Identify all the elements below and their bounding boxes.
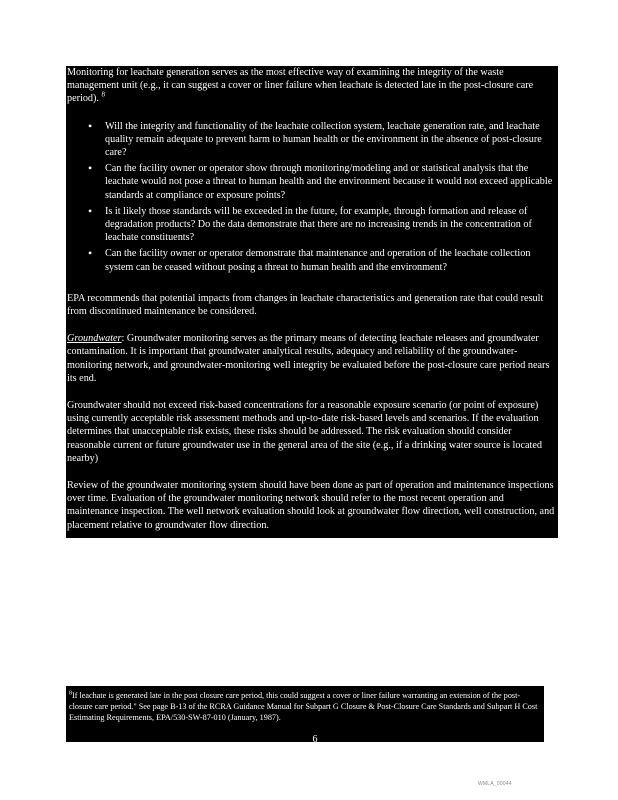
- paragraph-epa-recommendation: EPA recommends that potential impacts from changes in leachate characteristics and generation rate that could result from discontinued maintenance be considered.: [67, 292, 544, 318]
- groundwater-label: Groundwater: [67, 333, 122, 345]
- paragraph-risk-concentrations: Groundwater should not exceed risk-based concentrations for a reasonable exposure scenario (or point of exposure) using currently acceptable risk assessment methods and up-to-date risk-based levels and scenarios. If the evaluation determines that unacceptable risk exists, these risks should be addressed. The risk evaluation should consider reasonable current or future groundwater use in the general area of the site (e.g., if a drinking water source is located nearby): [67, 400, 542, 464]
- footnote-marker: 8: [69, 690, 72, 697]
- footnote-reference: 8: [101, 91, 106, 100]
- list-item: • Will the integrity and functionality of the leachate collection system, leachate generation rate, and leachate quality remain adequate to prevent harm to human health or the environment in the absence of post-closure care?: [105, 120, 557, 160]
- list-item: • Is it likely those standards will be exceeded in the future, for example, through formation and release of degradation products? Do the data demonstrate that there are no increasing trends in the concentration of leachate constituents?: [105, 205, 557, 245]
- paragraph-text: : Groundwater monitoring serves as the primary means of detecting leachate releases and groundwater contamination. It is important that groundwater analytical results, adequacy and reliability of the groundwater-monitoring network, and groundwater-monitoring well integrity be evaluated before the post-closure care period nears its end.: [67, 333, 550, 384]
- footnote-text: If leachate is generated late in the post closure care period, this could suggest a cover or liner failure warranting an extension of the post-closure care period." See page B-13 of the RCRA Guidance Manual for Subpart G Closure & Post-Closure Care Standards and Subpart H Cost Estimating Requirements, EPA/530-SW-87-010 (January, 1987).: [69, 691, 538, 722]
- redacted-text-block: [66, 66, 558, 538]
- paragraph-leachate-monitoring: [67, 66, 557, 106]
- paragraph-text: Monitoring for leachate generation serves as the most effective way of examining the integrity of the waste management unit (e.g., it can suggest a cover or liner failure when leachate is detected late in the post-closure care period).: [67, 67, 534, 105]
- paragraph-groundwater: [67, 332, 557, 385]
- list-item: • Can the facility owner or operator demonstrate that maintenance and operation of the leachate collection system can be ceased without posing a threat to human health and the environment?: [105, 247, 557, 273]
- paragraph-monitoring-review: Review of the groundwater monitoring system should have been done as part of operation and maintenance inspections over time. Evaluation of the groundwater monitoring network should refer to the most recent operation and maintenance inspection. The well network evaluation should look at groundwater flow direction, well construction, and placement relative to groundwater flow direction.: [67, 480, 555, 531]
- document-id-stamp: WMLA_00044: [478, 781, 512, 787]
- list-item: • Can the facility owner or operator show through monitoring/modeling and or statistical analysis that the leachate would not pose a threat to human health and the environment because it would not exceed applicable standards at compliance or exposure points?: [105, 162, 557, 202]
- leachate-questions-list: [67, 120, 557, 274]
- page-number: 6: [312, 734, 318, 745]
